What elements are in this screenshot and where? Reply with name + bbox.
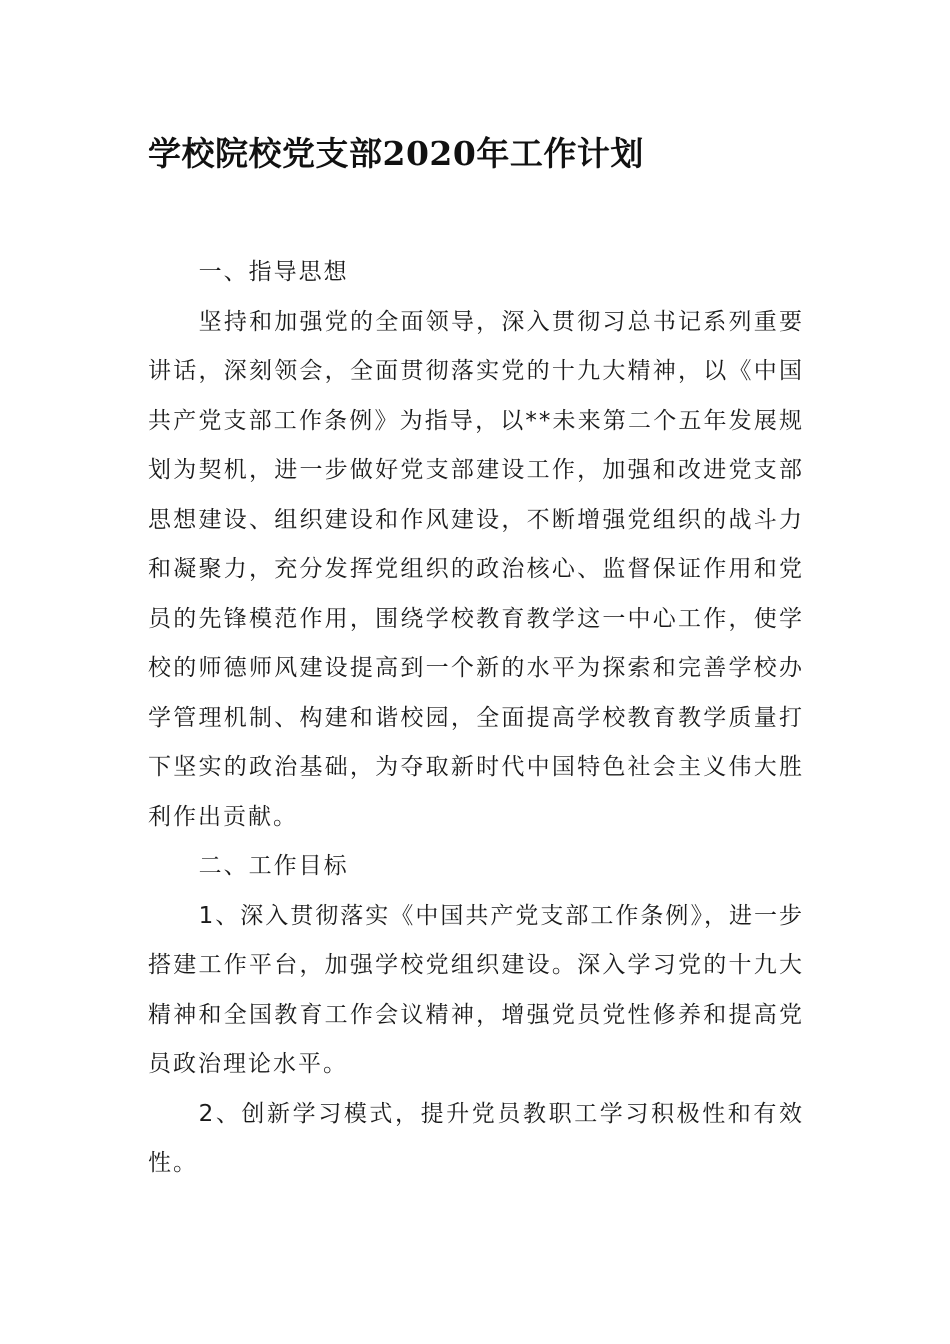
section-heading-guiding-ideology: 一、指导思想 <box>198 259 349 285</box>
document-body <box>148 248 804 1189</box>
paragraph-goal-1: 1、深入贯彻落实《中国共产党支部工作条例》，进一步搭建工作平台，加强学校党组织建设。深入学习党的十九大精神和全国教育工作会议精神，增强党员党性修养和提高党员政治理论水平。 <box>148 902 804 1077</box>
paragraph-guiding-ideology: 坚持和加强党的全面领导，深入贯彻习总书记系列重要讲话，深刻领会，全面贯彻落实党的十九大精神，以《中国共产党支部工作条例》为指导，以**未来第二个五年发展规划为契机，进一步做好党支部建设工作，加强和改进党支部思想建设、组织建设和作风建设，不断增强党组织的战斗力和凝聚力，充分发挥党组织的政治核心、监督保证作用和党员的先锋模范作用，围绕学校教育教学这一中心工作，使学校的师德师风建设提高到一个新的水平为探索和完善学校办学管理机制、构建和谐校园，全面提高学校教育教学质量打下坚实的政治基础，为夺取新时代中国特色社会主义伟大胜利作出贡献。 <box>148 308 804 830</box>
document-title: 学校院校党支部2020年工作计划 <box>148 134 644 173</box>
paragraph-goal-2: 2、创新学习模式，提升党员教职工学习积极性和有效性。 <box>148 1100 804 1176</box>
section-heading-work-goals: 二、工作目标 <box>198 853 349 879</box>
